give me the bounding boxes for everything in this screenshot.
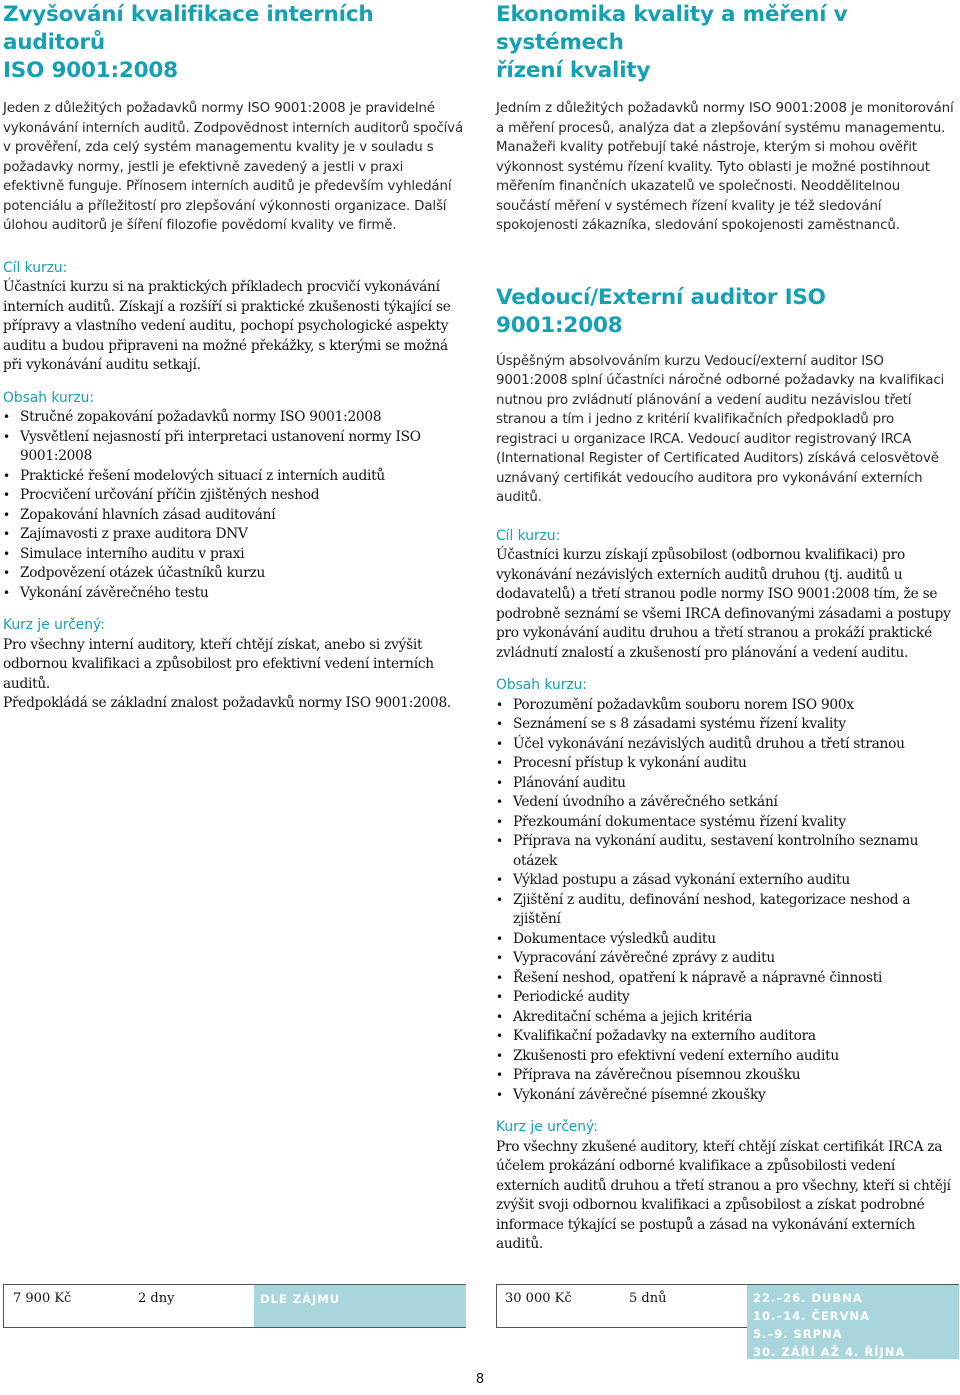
list-item: • Zopakování hlavních zásad auditování — [3, 506, 465, 526]
list-item: • Stručné zopakování požadavků normy ISO 9001:2008 — [3, 408, 465, 428]
list-item: • Simulace interního auditu v praxi — [3, 545, 465, 565]
right-title — [496, 1, 958, 85]
right-intro-2: Úspěšným absolvováním kurzu Vedoucí/externí auditor ISO 9001:2008 splní účastníci náročné odborné požadavky na kvalifikaci nutnou pro zvládnutí plánování a vedení auditu nezávislou třetí stranou a tím i jedno z kritérií kvalifikačních předpokladů pro registraci u organizace IRCA. Vedoucí auditor registrovaný IRCA (International Register of Certificated Auditors) získává celosvětově uznávaný certifikát vedoucího auditora pro vykonávání externích auditů. — [496, 353, 945, 505]
list-item: • Zkušenosti pro efektivní vedení externího auditu — [496, 1047, 958, 1067]
list-item: • Zodpovězení otázek účastníků kurzu — [3, 564, 465, 584]
left-content-list — [3, 408, 465, 603]
list-item: • Porozumění požadavkům souboru norem ISO 900x — [496, 696, 958, 716]
date-item: 10.–14. ČERVNA — [753, 1309, 871, 1323]
list-item: • Příprava na vykonání auditu, sestavení kontrolního seznamu otázek — [496, 832, 958, 871]
page-number: 8 — [475, 1372, 485, 1387]
right-audience-label: Kurz je určený: — [496, 1119, 598, 1135]
left-audience-text: Pro všechny interní auditory, kteří chtějí získat, anebo si zvýšit odbornou kvalifikaci a způsobilost pro efektivní vedení interních auditů. — [3, 636, 434, 692]
right-goal-label: Cíl kurzu: — [496, 527, 561, 544]
list-item: • Kvalifikační požadavky na externího auditora — [496, 1027, 958, 1047]
right-intro: Jedním z důležitých požadavků normy ISO 9001:2008 je monitorování a měření procesů, analýza dat a zlepšování systému managementu. Manažeři kvality potřebují také nástroje, kterým si mohou ověřit výkonnost systému řízení kvality. Tyto oblasti je možné postihnout měřením finančních ukazatelů ve společnosti. Neoddělitelnou součástí měření v systémech řízení kvality je též sledování spokojenosti zákazníka, sledování spokojenosti zaměstnanců. — [496, 101, 954, 233]
right-goal-text: Účastníci kurzu získají způsobilost (odbornou kvalifikaci) pro vykonávání nezávislých externích auditů druhou (tj. auditů u dodavatelů) a třetí stranou podle normy ISO 9001:2008 tím, že se podrobně seznámí se všemi IRCA definovanými zásadami a postupy pro vykonávání auditu druhou a třetí stranou a prokáží praktické zvládnutí znalostí a zkušeností pro plánování a vedení auditu. — [496, 547, 951, 661]
list-item: • Vykonání závěrečného testu — [3, 584, 465, 604]
right-title-line: řízení kvality — [496, 58, 651, 83]
list-item: • Akreditační schéma a jejich kritéria — [496, 1008, 958, 1028]
list-item: • Vypracování závěrečné zprávy z auditu — [496, 949, 958, 969]
date-item: DLE ZÁJMU — [260, 1292, 341, 1306]
left-title — [3, 1, 465, 85]
date-item: 30. ZÁŘÍ AŽ 4. ŘÍJNA — [753, 1345, 906, 1359]
list-item: • Plánování auditu — [496, 774, 958, 794]
list-item: • Řešení neshod, opatření k nápravě a nápravné činnosti — [496, 969, 958, 989]
list-item: • Praktické řešení modelových situací z interních auditů — [3, 467, 465, 487]
list-item: • Dokumentace výsledků auditu — [496, 930, 958, 950]
left-column — [3, 0, 465, 714]
list-item: • Zajímavosti z praxe auditora DNV — [3, 525, 465, 545]
left-content-label: Obsah kurzu: — [3, 389, 95, 406]
list-item: • Účel vykonávání nezávislých auditů druhou a třetí stranou — [496, 735, 958, 755]
date-item: 22.–26. DUBNA — [753, 1291, 863, 1305]
right-title-line: Ekonomika kvality a měření v systémech — [496, 2, 848, 55]
list-item: • Seznámení se s 8 zásadami systému řízení kvality — [496, 715, 958, 735]
left-prereq-text: Předpokládá se základní znalost požadavků normy ISO 9001:2008. — [3, 695, 452, 711]
right-content-label: Obsah kurzu: — [496, 677, 588, 693]
list-item: • Procesní přístup k vykonání auditu — [496, 754, 958, 774]
left-audience-label: Kurz je určený: — [3, 617, 105, 633]
left-title-line: ISO 9001:2008 — [3, 58, 178, 83]
left-dates — [254, 1285, 466, 1327]
left-price: 7 900 Kč — [13, 1291, 72, 1306]
date-item: 5.–9. SRPNA — [753, 1327, 843, 1341]
right-column — [496, 0, 958, 1255]
list-item: • Vedení úvodního a závěrečného setkání — [496, 793, 958, 813]
list-item: • Vysvětlení nejasností při interpretaci ustanovení normy ISO 9001:2008 — [3, 428, 465, 467]
right-duration: 5 dnů — [629, 1291, 667, 1306]
right-price-box — [496, 1284, 959, 1359]
list-item: • Výklad postupu a zásad vykonání externího auditu — [496, 871, 958, 891]
list-item: • Zjištění z auditu, definování neshod, kategorizace neshod a zjištění — [496, 891, 958, 930]
list-item: • Procvičení určování příčin zjištěných neshod — [3, 486, 465, 506]
list-item: • Příprava na závěrečnou písemnou zkoušku — [496, 1066, 958, 1086]
left-price-box — [3, 1284, 466, 1328]
right-price: 30 000 Kč — [505, 1291, 572, 1306]
list-item: • Vykonání závěrečné písemné zkoušky — [496, 1086, 958, 1106]
right-dates — [747, 1285, 959, 1359]
left-goal-text: Účastníci kurzu si na praktických příkladech procvičí vykonávání interních auditů. Získají a rozšíří si praktické zkušenosti týkající se přípravy a vlastního vedení auditu, pochopí psychologické aspekty auditu a budou připraveni na možné překážky, s kterými se možná při vykonávání auditu setkají. — [3, 279, 451, 373]
left-intro: Jeden z důležitých požadavků normy ISO 9001:2008 je pravidelné vykonávání interních auditů. Zodpovědnost interních auditorů spočívá v prověření, zda celý systém managementu kvality je v souladu s požadavky normy, jestli je efektivně zavedený a jestli v praxi efektivně funguje. Přínosem interních auditů je především vyhledání potenciálu a příležitostí pro zlepšování výkonnosti organizace. Další úlohou auditorů je šíření filozofie povědomí kvality ve firmě. — [3, 101, 463, 233]
right-audience-text: Pro všechny zkušené auditory, kteří chtějí získat certifikát IRCA za účelem prokázání odborné kvalifikace a způsobilosti vedení externích auditů druhou a třetí stranou a pro všechny, kteří si chtějí zvýšit svoji odbornou kvalifikaci a způsobilost a získat podrobné informace týkající se postupů a zásad na vykonávání externích auditů. — [496, 1138, 951, 1252]
left-goal-label: Cíl kurzu: — [3, 259, 68, 276]
list-item: • Přezkoumání dokumentace systému řízení kvality — [496, 813, 958, 833]
right-title-2: Vedoucí/Externí auditor ISO 9001:2008 — [496, 284, 826, 338]
right-content-list — [496, 696, 958, 1106]
list-item: • Periodické audity — [496, 988, 958, 1008]
left-title-line: Zvyšování kvalifikace interních auditorů — [3, 2, 374, 55]
left-duration: 2 dny — [138, 1291, 175, 1306]
